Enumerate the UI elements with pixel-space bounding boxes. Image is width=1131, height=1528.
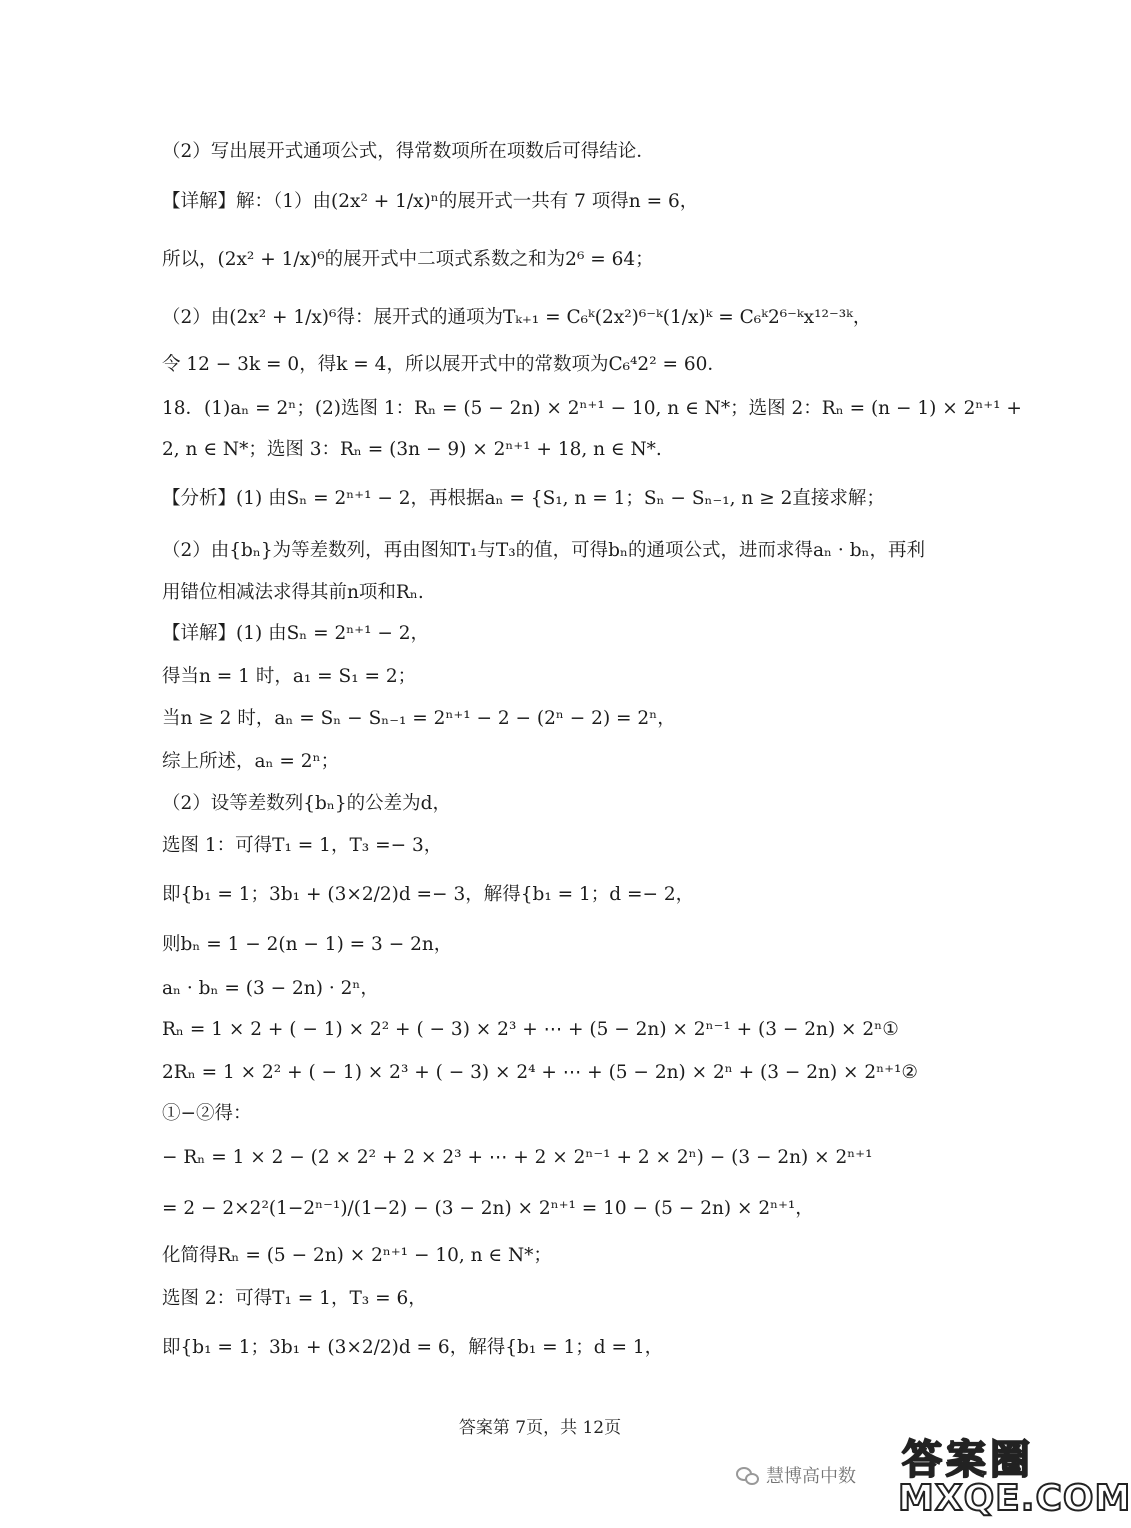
text-line: ①−②得：: [162, 1103, 252, 1124]
text-line: 所以，(2x² + 1/x)⁶的展开式中二项式系数之和为2⁶ = 64；: [162, 249, 654, 270]
text-line: （2）由(2x² + 1/x)⁶得：展开式的通项为Tₖ₊₁ = C₆ᵏ(2x²)⁶⁻ᵏ(1/x)ᵏ = C₆ᵏ2⁶⁻ᵏx¹²⁻³ᵏ，: [162, 307, 872, 328]
wechat-label: [736, 1462, 856, 1488]
text-line: 18．(1)aₙ = 2ⁿ；(2)选图 1：Rₙ = (5 − 2n) × 2ⁿ⁺¹ − 10, n ∈ N*；选图 2：Rₙ = (n − 1) × 2ⁿ⁺¹ +: [162, 398, 1022, 419]
text-line: aₙ · bₙ = (3 − 2n) · 2ⁿ，: [162, 978, 379, 999]
text-line: 综上所述，aₙ = 2ⁿ；: [162, 751, 340, 772]
text-line: 【分析】(1) 由Sₙ = 2ⁿ⁺¹ − 2，再根据aₙ = {S₁, n = 1；Sₙ − Sₙ₋₁, n ≥ 2直接求解；: [162, 488, 885, 509]
text-line: 用错位相减法求得其前n项和Rₙ.: [162, 582, 424, 603]
watermark-logo: [896, 1428, 1131, 1524]
text-line: 即{b₁ = 1；3b₁ + (3×2/2)d =− 3，解得{b₁ = 1；d =− 2，: [162, 884, 695, 905]
text-line: 得当n = 1 时，a₁ = S₁ = 2；: [162, 666, 417, 687]
text-line: 2, n ∈ N*；选图 3：Rₙ = (3n − 9) × 2ⁿ⁺¹ + 18, n ∈ N*.: [162, 439, 662, 460]
watermark-top-text: 答案圈: [902, 1437, 1034, 1483]
text-line: （2）设等差数列{bₙ}的公差为d，: [162, 793, 452, 814]
text-line: 【详解】(1) 由Sₙ = 2ⁿ⁺¹ − 2，: [162, 623, 430, 644]
text-line: = 2 − 2×2²(1−2ⁿ⁻¹)/(1−2) − (3 − 2n) × 2ⁿ⁺¹ = 10 − (5 − 2n) × 2ⁿ⁺¹，: [162, 1198, 814, 1219]
watermark-bottom-text: MXQE.COM: [898, 1478, 1131, 1519]
text-line: （2）写出展开式通项公式，得常数项所在项数后可得结论．: [162, 141, 655, 162]
text-line: 【详解】解：（1）由(2x² + 1/x)ⁿ的展开式一共有 7 项得n = 6，: [162, 191, 699, 212]
text-line: 2Rₙ = 1 × 2² + ( − 1) × 2³ + ( − 3) × 2⁴ + ⋯ + (5 − 2n) × 2ⁿ + (3 − 2n) × 2ⁿ⁺¹②: [162, 1062, 918, 1083]
text-line: 化简得Rₙ = (5 − 2n) × 2ⁿ⁺¹ − 10, n ∈ N*；: [162, 1245, 552, 1266]
text-line: （2）由{bₙ}为等差数列，再由图知T₁与T₃的值，可得bₙ的通项公式，进而求得aₙ · bₙ，再利: [162, 540, 926, 561]
wechat-icon: [736, 1467, 758, 1485]
text-line: − Rₙ = 1 × 2 − (2 × 2² + 2 × 2³ + ⋯ + 2 × 2ⁿ⁻¹ + 2 × 2ⁿ) − (3 − 2n) × 2ⁿ⁺¹: [162, 1147, 873, 1168]
wechat-account-name: 慧博高中数: [766, 1466, 856, 1487]
text-line: 即{b₁ = 1；3b₁ + (3×2/2)d = 6，解得{b₁ = 1；d = 1，: [162, 1337, 664, 1358]
text-line: 令 12 − 3k = 0，得k = 4，所以展开式中的常数项为C₆⁴2² = 60．: [162, 354, 726, 375]
text-line: 则bₙ = 1 − 2(n − 1) = 3 − 2n，: [162, 934, 453, 955]
text-line: 选图 1：可得T₁ = 1，T₃ =− 3，: [162, 835, 443, 856]
text-line: 当n ≥ 2 时，aₙ = Sₙ − Sₙ₋₁ = 2ⁿ⁺¹ − 2 − (2ⁿ − 2) = 2ⁿ，: [162, 708, 676, 729]
text-line: 选图 2：可得T₁ = 1，T₃ = 6，: [162, 1288, 427, 1309]
text-line: Rₙ = 1 × 2 + ( − 1) × 2² + ( − 3) × 2³ + ⋯ + (5 − 2n) × 2ⁿ⁻¹ + (3 − 2n) × 2ⁿ①: [162, 1019, 899, 1040]
page-footer: 答案第 7页，共 12页: [458, 1418, 622, 1438]
